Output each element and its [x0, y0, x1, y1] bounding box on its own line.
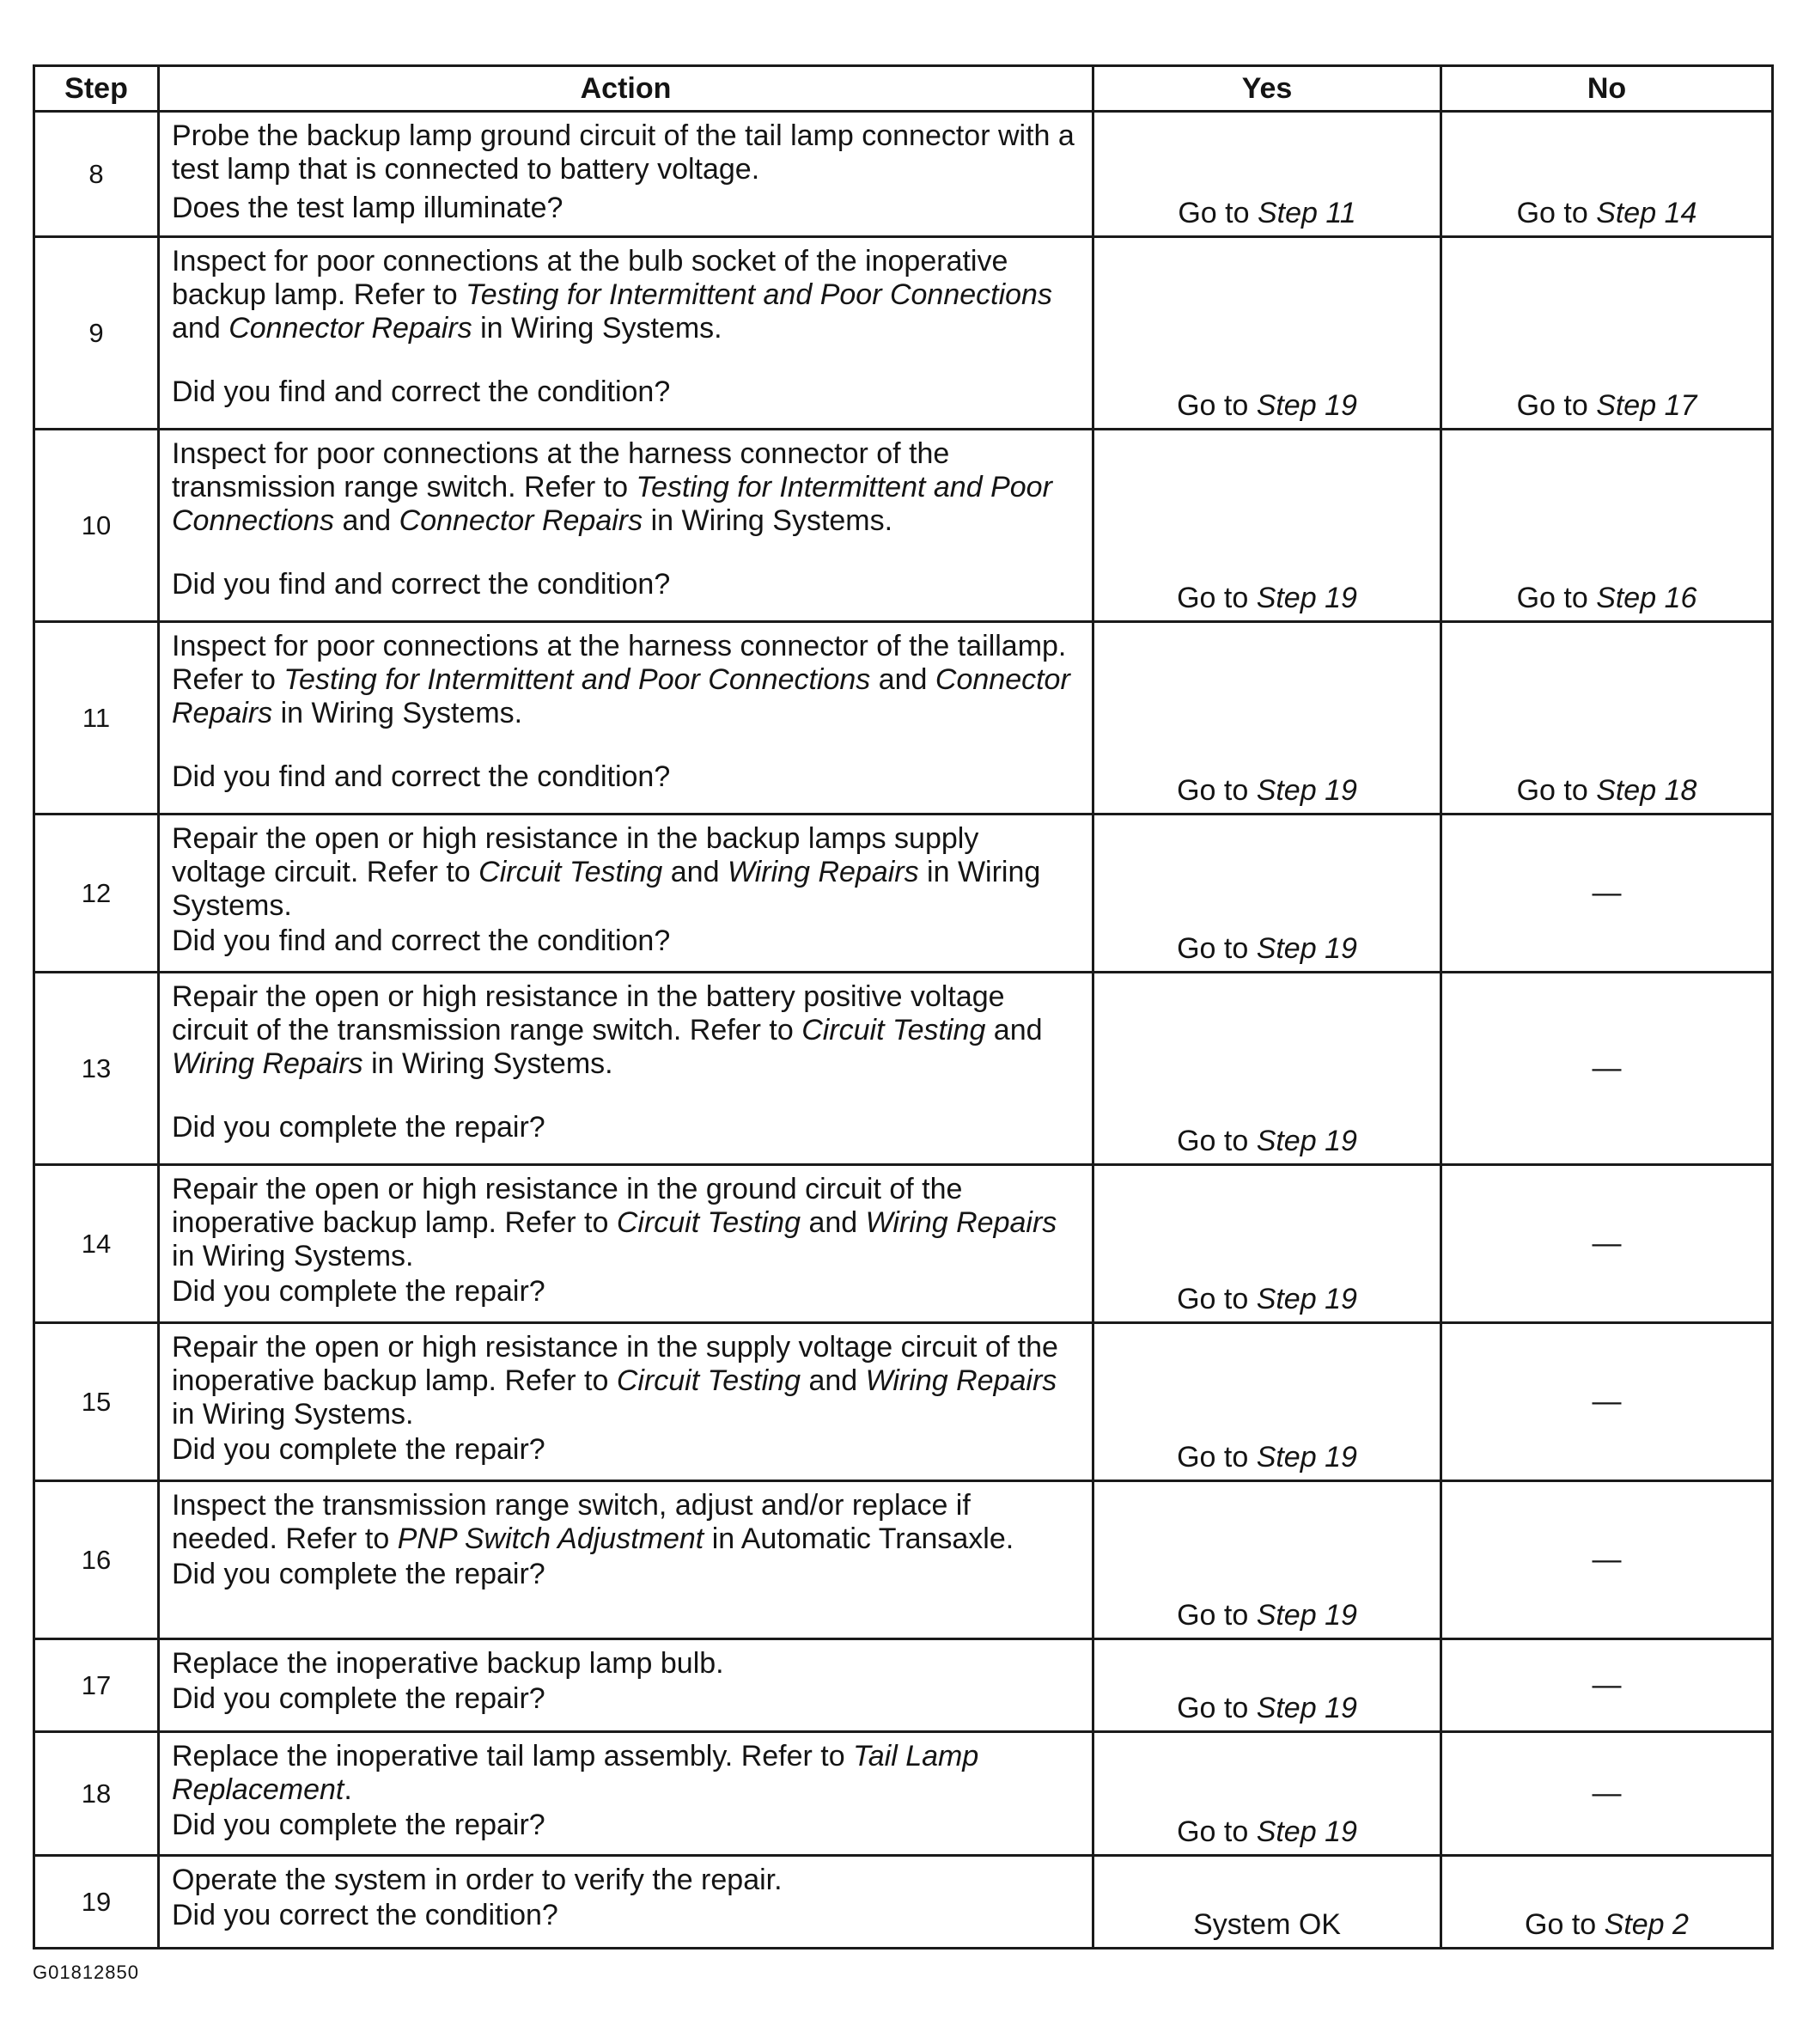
- reference-link: Step 19: [1256, 1599, 1357, 1632]
- reference-link: Testing for Intermittent and Poor Connections: [466, 278, 1052, 311]
- step-number: 15: [34, 1323, 159, 1481]
- step-number: 16: [34, 1481, 159, 1639]
- text-run: Go to: [1525, 1908, 1605, 1941]
- action-instruction: [172, 437, 1080, 538]
- reference-link: Step 17: [1596, 389, 1697, 422]
- text-run: Go to: [1177, 1283, 1257, 1315]
- action-question: Did you correct the condition?: [172, 1899, 558, 1931]
- text-run: and: [870, 663, 935, 696]
- text-run: Go to: [1177, 1692, 1257, 1724]
- text-run: Repair the open or high resistance in the battery positive voltage circuit of the transmission range switch. Refer to: [172, 980, 1005, 1046]
- yes-outcome: [1093, 1481, 1441, 1639]
- reference-link: Tail Lamp Replacement: [172, 1740, 979, 1806]
- yes-outcome: [1093, 1165, 1441, 1323]
- step-number: 13: [34, 973, 159, 1165]
- table-row: [34, 237, 1773, 430]
- no-outcome-empty: [1441, 1732, 1773, 1856]
- reference-link: Step 14: [1596, 197, 1697, 229]
- text-run: Inspect the transmission range switch, adjust and/or replace if needed. Refer to: [172, 1489, 971, 1555]
- reference-link: Step 19: [1256, 932, 1357, 965]
- step-number: 10: [34, 430, 159, 622]
- yes-outcome: [1093, 973, 1441, 1165]
- text-run: and: [334, 504, 399, 537]
- text-run: —: [1592, 1052, 1622, 1084]
- action-instruction: [172, 630, 1080, 730]
- header-step: Step: [34, 66, 159, 112]
- reference-link: Circuit Testing: [616, 1206, 801, 1239]
- text-run: —: [1592, 1543, 1622, 1576]
- figure-id: G01812850: [33, 1962, 139, 1983]
- step-number: 17: [34, 1639, 159, 1732]
- yes-outcome: [1093, 815, 1441, 973]
- action-cell: [159, 973, 1093, 1165]
- text-run: Operate the system in order to verify the repair.: [172, 1864, 783, 1896]
- action-cell: [159, 1323, 1093, 1481]
- reference-link: Wiring Repairs: [865, 1206, 1057, 1239]
- text-run: Go to: [1178, 197, 1258, 229]
- action-question: Did you complete the repair?: [172, 1809, 545, 1841]
- no-outcome-empty: [1441, 815, 1773, 973]
- action-cell: [159, 622, 1093, 815]
- action-instruction: [172, 980, 1080, 1081]
- text-run: in Wiring Systems.: [643, 504, 893, 537]
- diagnostic-table: [33, 64, 1774, 1949]
- step-number: 18: [34, 1732, 159, 1856]
- text-run: —: [1592, 1669, 1622, 1701]
- action-question: Does the test lamp illuminate?: [172, 192, 563, 224]
- action-instruction: [172, 1740, 1080, 1807]
- text-run: Go to: [1516, 774, 1597, 807]
- action-instruction: [172, 1173, 1080, 1273]
- text-run: .: [344, 1773, 352, 1806]
- reference-link: Wiring Repairs: [727, 856, 919, 888]
- text-run: in Wiring Systems.: [172, 1240, 414, 1272]
- reference-link: Circuit Testing: [616, 1364, 801, 1397]
- table-row: [34, 1323, 1773, 1481]
- text-run: Go to: [1177, 932, 1257, 965]
- text-run: Replace the inoperative backup lamp bulb.: [172, 1647, 724, 1680]
- action-question: Did you complete the repair?: [172, 1558, 545, 1590]
- yes-outcome: [1093, 1732, 1441, 1856]
- header-row: [34, 66, 1773, 112]
- text-run: Go to: [1177, 1599, 1257, 1632]
- header-yes: Yes: [1093, 66, 1441, 112]
- yes-outcome: [1093, 1856, 1441, 1949]
- action-question: Did you complete the repair?: [172, 1111, 545, 1144]
- text-run: Inspect for poor connections at the harness connector of the taillamp. Refer to: [172, 630, 1067, 696]
- header-action: Action: [159, 66, 1093, 112]
- no-outcome-empty: [1441, 1323, 1773, 1481]
- yes-outcome: [1093, 1639, 1441, 1732]
- action-cell: [159, 237, 1093, 430]
- no-outcome-empty: [1441, 1165, 1773, 1323]
- text-run: in Wiring Systems.: [362, 1047, 613, 1080]
- action-question: Did you find and correct the condition?: [172, 568, 671, 601]
- no-outcome-empty: [1441, 973, 1773, 1165]
- reference-link: Step 19: [1256, 389, 1357, 422]
- reference-link: Circuit Testing: [801, 1014, 986, 1046]
- action-question: Did you find and correct the condition?: [172, 375, 671, 408]
- text-run: in Wiring Systems.: [472, 312, 722, 345]
- table-row: [34, 973, 1773, 1165]
- action-instruction: [172, 1864, 1080, 1897]
- yes-outcome: [1093, 237, 1441, 430]
- action-cell: [159, 1639, 1093, 1732]
- text-run: —: [1592, 1385, 1622, 1418]
- text-run: Go to: [1177, 774, 1257, 807]
- action-cell: [159, 1165, 1093, 1323]
- text-run: Probe the backup lamp ground circuit of the tail lamp connector with a test lamp that is connected to battery voltage.: [172, 119, 1075, 186]
- text-run: and: [801, 1206, 866, 1239]
- header-no: No: [1441, 66, 1773, 112]
- reference-link: Step 19: [1256, 582, 1357, 614]
- step-number: 8: [34, 112, 159, 237]
- no-outcome-empty: [1441, 1639, 1773, 1732]
- text-run: in Wiring Systems.: [172, 856, 1041, 922]
- table-row: [34, 1165, 1773, 1323]
- text-run: Go to: [1177, 1815, 1257, 1848]
- table-row: [34, 815, 1773, 973]
- table-row: [34, 1481, 1773, 1639]
- reference-link: Testing for Intermittent and Poor Connections: [172, 471, 1052, 537]
- reference-link: Step 2: [1604, 1908, 1689, 1941]
- text-run: Go to: [1177, 389, 1257, 422]
- table-row: [34, 1732, 1773, 1856]
- reference-link: Step 19: [1256, 1692, 1357, 1724]
- text-run: Go to: [1177, 582, 1257, 614]
- reference-link: Step 19: [1256, 774, 1357, 807]
- reference-link: Step 19: [1256, 1441, 1357, 1474]
- step-number: 12: [34, 815, 159, 973]
- text-run: Inspect for poor connections at the bulb socket of the inoperative backup lamp. Refer to: [172, 245, 1008, 311]
- reference-link: Step 16: [1596, 582, 1697, 614]
- step-number: 11: [34, 622, 159, 815]
- action-cell: [159, 815, 1093, 973]
- text-run: Go to: [1177, 1441, 1257, 1474]
- text-run: and: [985, 1014, 1043, 1046]
- table-row: [34, 1639, 1773, 1732]
- action-instruction: [172, 1647, 1080, 1681]
- no-outcome: [1441, 430, 1773, 622]
- step-number: 14: [34, 1165, 159, 1323]
- table-row: [34, 430, 1773, 622]
- action-question: Did you complete the repair?: [172, 1275, 545, 1308]
- reference-link: Step 11: [1257, 197, 1356, 229]
- text-run: Replace the inoperative tail lamp assembly. Refer to: [172, 1740, 854, 1772]
- reference-link: Wiring Repairs: [865, 1364, 1057, 1397]
- no-outcome: [1441, 237, 1773, 430]
- action-instruction: [172, 119, 1080, 186]
- action-question: Did you complete the repair?: [172, 1433, 545, 1466]
- action-question: Did you find and correct the condition?: [172, 760, 671, 793]
- text-run: Go to: [1516, 389, 1597, 422]
- text-run: System OK: [1193, 1908, 1341, 1941]
- yes-outcome: [1093, 1323, 1441, 1481]
- yes-outcome: [1093, 430, 1441, 622]
- action-cell: [159, 112, 1093, 237]
- no-outcome: [1441, 112, 1773, 237]
- no-outcome: [1441, 1856, 1773, 1949]
- action-question: Did you find and correct the condition?: [172, 924, 671, 957]
- reference-link: Connector Repairs: [399, 504, 643, 537]
- action-instruction: [172, 822, 1080, 923]
- text-run: in Automatic Transaxle.: [704, 1522, 1014, 1555]
- action-cell: [159, 1481, 1093, 1639]
- text-run: and: [172, 312, 229, 345]
- text-run: Go to: [1516, 582, 1597, 614]
- no-outcome: [1441, 622, 1773, 815]
- yes-outcome: [1093, 622, 1441, 815]
- step-number: 19: [34, 1856, 159, 1949]
- table-row: [34, 112, 1773, 237]
- text-run: Repair the open or high resistance in the ground circuit of the inoperative backup lamp. Refer to: [172, 1173, 963, 1239]
- step-number: 9: [34, 237, 159, 430]
- text-run: in Wiring Systems.: [172, 1398, 414, 1431]
- reference-link: Connector Repairs: [172, 663, 1070, 729]
- text-run: —: [1592, 876, 1622, 909]
- text-run: and: [801, 1364, 866, 1397]
- action-question: Did you complete the repair?: [172, 1682, 545, 1715]
- text-run: Inspect for poor connections at the harness connector of the transmission range switch. Refer to: [172, 437, 950, 503]
- reference-link: Circuit Testing: [478, 856, 663, 888]
- action-instruction: [172, 245, 1080, 345]
- text-run: in Wiring Systems.: [272, 697, 523, 729]
- text-run: —: [1592, 1777, 1622, 1809]
- reference-link: Testing for Intermittent and Poor Connections: [283, 663, 871, 696]
- yes-outcome: [1093, 112, 1441, 237]
- action-instruction: [172, 1489, 1080, 1556]
- text-run: Repair the open or high resistance in the supply voltage circuit of the inoperative backup lamp. Refer to: [172, 1331, 1058, 1397]
- action-cell: [159, 430, 1093, 622]
- table-body: [34, 112, 1773, 1949]
- text-run: Repair the open or high resistance in the backup lamps supply voltage circuit. Refer to: [172, 822, 979, 888]
- text-run: and: [662, 856, 728, 888]
- reference-link: Wiring Repairs: [172, 1047, 363, 1080]
- reference-link: Step 18: [1596, 774, 1697, 807]
- text-run: Go to: [1516, 197, 1597, 229]
- reference-link: Step 19: [1256, 1283, 1357, 1315]
- action-instruction: [172, 1331, 1080, 1431]
- action-cell: [159, 1732, 1093, 1856]
- reference-link: Step 19: [1256, 1815, 1357, 1848]
- text-run: —: [1592, 1227, 1622, 1260]
- no-outcome-empty: [1441, 1481, 1773, 1639]
- action-cell: [159, 1856, 1093, 1949]
- reference-link: PNP Switch Adjustment: [397, 1522, 704, 1555]
- reference-link: Connector Repairs: [228, 312, 472, 345]
- text-run: Go to: [1177, 1125, 1257, 1157]
- table-row: [34, 1856, 1773, 1949]
- table-row: [34, 622, 1773, 815]
- reference-link: Step 19: [1256, 1125, 1357, 1157]
